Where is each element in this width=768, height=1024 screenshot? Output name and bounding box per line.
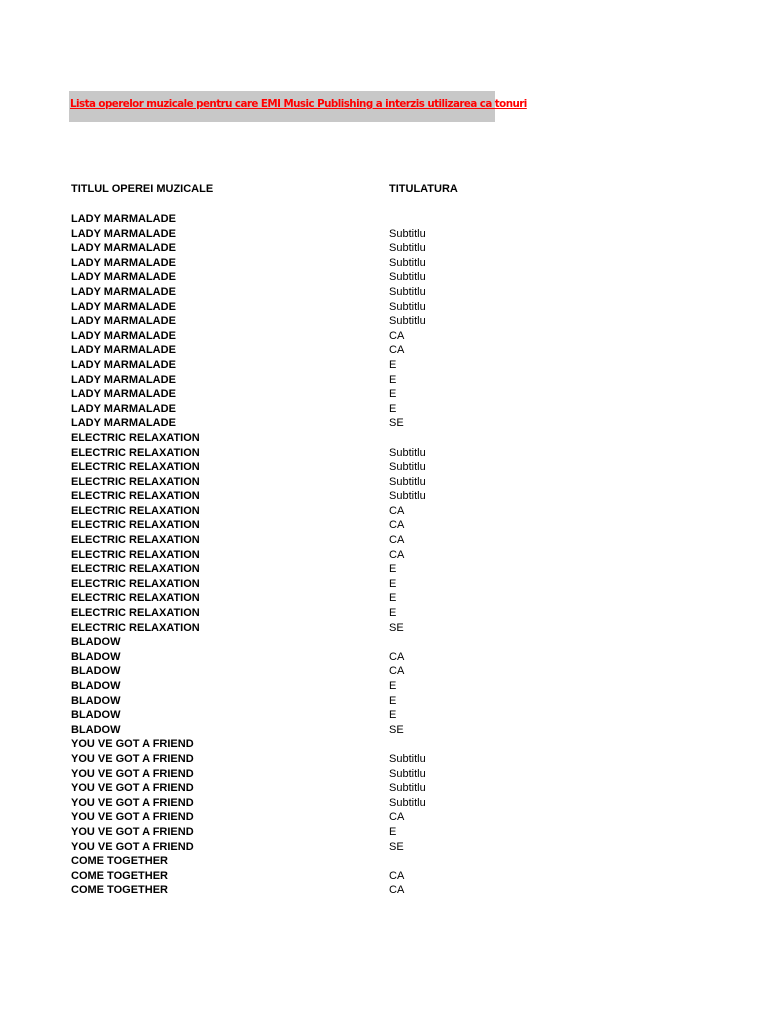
table-row (0, 460, 768, 475)
table-row (0, 329, 768, 344)
work-title-cell: LADY MARMALADE (71, 271, 176, 284)
table-row (0, 840, 768, 855)
titulatura-cell: E (389, 563, 397, 576)
table-row (0, 373, 768, 388)
titulatura-cell: SE (389, 840, 404, 853)
table-row (0, 723, 768, 738)
table-row (0, 416, 768, 431)
titulatura-cell: SE (389, 723, 404, 736)
table-row (0, 664, 768, 679)
table-row (0, 562, 768, 577)
work-title-cell: BLADOW (71, 636, 121, 649)
work-title-cell: ELECTRIC RELAXATION (71, 577, 200, 590)
work-title-cell: LADY MARMALADE (71, 417, 176, 430)
work-title-cell: YOU VE GOT A FRIEND (71, 796, 194, 809)
work-title-cell: COME TOGETHER (71, 869, 168, 882)
titulatura-cell: CA (389, 534, 405, 547)
table-row (0, 854, 768, 869)
work-title-cell: ELECTRIC RELAXATION (71, 621, 200, 634)
table-row (0, 314, 768, 329)
work-title-cell: ELECTRIC RELAXATION (71, 431, 200, 444)
table-row (0, 431, 768, 446)
work-title-cell: LADY MARMALADE (71, 315, 176, 328)
table-row (0, 781, 768, 796)
work-title-cell: YOU VE GOT A FRIEND (71, 840, 194, 853)
table-row (0, 358, 768, 373)
titulatura-cell: Subtitlu (389, 767, 426, 780)
table-row (0, 737, 768, 752)
titulatura-cell: Subtitlu (389, 271, 426, 284)
work-title-cell: LADY MARMALADE (71, 388, 176, 401)
titulatura-cell: SE (389, 417, 404, 430)
titulatura-cell: CA (389, 884, 405, 897)
titulatura-cell: Subtitlu (389, 475, 426, 488)
work-title-cell: LADY MARMALADE (71, 285, 176, 298)
work-title-cell: LADY MARMALADE (71, 213, 176, 225)
titulatura-cell: E (389, 388, 397, 401)
titulatura-cell: Subtitlu (389, 796, 426, 809)
table-row (0, 256, 768, 271)
table-row (0, 810, 768, 825)
titulatura-cell: E (389, 358, 397, 371)
table-row (0, 518, 768, 533)
table-row (0, 767, 768, 782)
work-title-cell: LADY MARMALADE (71, 373, 176, 386)
table-row (0, 475, 768, 490)
titulatura-cell: CA (389, 548, 405, 561)
table-row (0, 694, 768, 709)
table-row (0, 708, 768, 723)
titulatura-cell: Subtitlu (389, 752, 426, 765)
work-title-cell: ELECTRIC RELAXATION (71, 519, 200, 532)
work-title-cell: YOU VE GOT A FRIEND (71, 825, 194, 838)
titulatura-cell: Subtitlu (389, 315, 426, 328)
work-title-cell: COME TOGETHER (71, 884, 168, 897)
work-title-cell: BLADOW (71, 650, 121, 663)
table-row (0, 591, 768, 606)
work-title-cell: YOU VE GOT A FRIEND (71, 738, 194, 751)
titulatura-cell: E (389, 680, 397, 692)
table-row (0, 285, 768, 300)
table-row (0, 869, 768, 884)
work-title-cell: ELECTRIC RELAXATION (71, 563, 200, 576)
titulatura-cell: E (389, 373, 397, 386)
work-title-cell: ELECTRIC RELAXATION (71, 446, 200, 459)
table-row (0, 635, 768, 650)
work-title-cell: ELECTRIC RELAXATION (71, 461, 200, 474)
work-title-cell: ELECTRIC RELAXATION (71, 475, 200, 488)
titulatura-cell: CA (389, 329, 405, 342)
work-title-cell: ELECTRIC RELAXATION (71, 504, 200, 517)
titulatura-cell: CA (389, 665, 405, 678)
work-title-cell: BLADOW (71, 665, 121, 678)
table-row (0, 387, 768, 402)
table-row (0, 679, 768, 694)
titulatura-cell: SE (389, 621, 404, 634)
titulatura-cell: CA (389, 519, 405, 532)
work-title-cell: ELECTRIC RELAXATION (71, 534, 200, 547)
table-row (0, 489, 768, 504)
work-title-cell: LADY MARMALADE (71, 227, 176, 240)
table-row (0, 446, 768, 461)
titulatura-cell: E (389, 709, 397, 722)
work-title-cell: LADY MARMALADE (71, 344, 176, 357)
work-title-cell: ELECTRIC RELAXATION (71, 548, 200, 561)
table-row (0, 752, 768, 767)
work-title-cell: YOU VE GOT A FRIEND (71, 811, 194, 824)
table-row (0, 650, 768, 665)
work-title-cell: BLADOW (71, 694, 121, 707)
titulatura-cell: E (389, 577, 397, 590)
table-row (0, 241, 768, 256)
table-row (0, 548, 768, 563)
table-row (0, 212, 768, 227)
table-row (0, 577, 768, 592)
work-title-cell: YOU VE GOT A FRIEND (71, 782, 194, 795)
work-title-cell: BLADOW (71, 680, 121, 692)
titulatura-cell: CA (389, 869, 405, 882)
table-row (0, 504, 768, 519)
table-row (0, 270, 768, 285)
titulatura-cell: Subtitlu (389, 446, 426, 459)
column-header-title: TITLUL OPEREI MUZICALE (71, 183, 214, 195)
work-title-cell: LADY MARMALADE (71, 402, 176, 415)
titulatura-cell: Subtitlu (389, 782, 426, 795)
titulatura-cell: E (389, 825, 397, 838)
titulatura-cell: CA (389, 650, 405, 663)
work-title-cell: COME TOGETHER (71, 855, 168, 868)
work-title-cell: ELECTRIC RELAXATION (71, 490, 200, 503)
document-title: Lista operelor muzicale pentru care EMI Music Publishing a interzis utilizarea ca tonuri (70, 98, 527, 110)
table-row (0, 402, 768, 417)
titulatura-cell: CA (389, 344, 405, 357)
work-title-cell: ELECTRIC RELAXATION (71, 607, 200, 620)
table-row (0, 300, 768, 315)
work-title-cell: LADY MARMALADE (71, 358, 176, 371)
work-title-cell: LADY MARMALADE (71, 300, 176, 313)
titulatura-cell: Subtitlu (389, 227, 426, 240)
titulatura-cell: E (389, 402, 397, 415)
title-banner (69, 91, 527, 122)
table-row (0, 796, 768, 811)
titulatura-cell: CA (389, 811, 405, 824)
works-table (0, 212, 768, 898)
table-row (0, 621, 768, 636)
titulatura-cell: Subtitlu (389, 490, 426, 503)
column-header-titulatura: TITULATURA (389, 183, 458, 195)
work-title-cell: ELECTRIC RELAXATION (71, 592, 200, 605)
work-title-cell: YOU VE GOT A FRIEND (71, 767, 194, 780)
work-title-cell: BLADOW (71, 709, 121, 722)
titulatura-cell: CA (389, 504, 405, 517)
table-row (0, 533, 768, 548)
table-row (0, 343, 768, 358)
work-title-cell: YOU VE GOT A FRIEND (71, 752, 194, 765)
work-title-cell: LADY MARMALADE (71, 329, 176, 342)
titulatura-cell: Subtitlu (389, 461, 426, 474)
table-row (0, 883, 768, 898)
titulatura-cell: Subtitlu (389, 242, 426, 255)
work-title-cell: LADY MARMALADE (71, 242, 176, 255)
table-header (0, 183, 768, 199)
titulatura-cell: Subtitlu (389, 285, 426, 298)
titulatura-cell: Subtitlu (389, 256, 426, 269)
titulatura-cell: E (389, 607, 397, 620)
table-row (0, 825, 768, 840)
titulatura-cell: E (389, 592, 397, 605)
table-row (0, 227, 768, 242)
titulatura-cell: Subtitlu (389, 300, 426, 313)
titulatura-cell: E (389, 694, 397, 707)
table-row (0, 606, 768, 621)
work-title-cell: BLADOW (71, 723, 121, 736)
work-title-cell: LADY MARMALADE (71, 256, 176, 269)
